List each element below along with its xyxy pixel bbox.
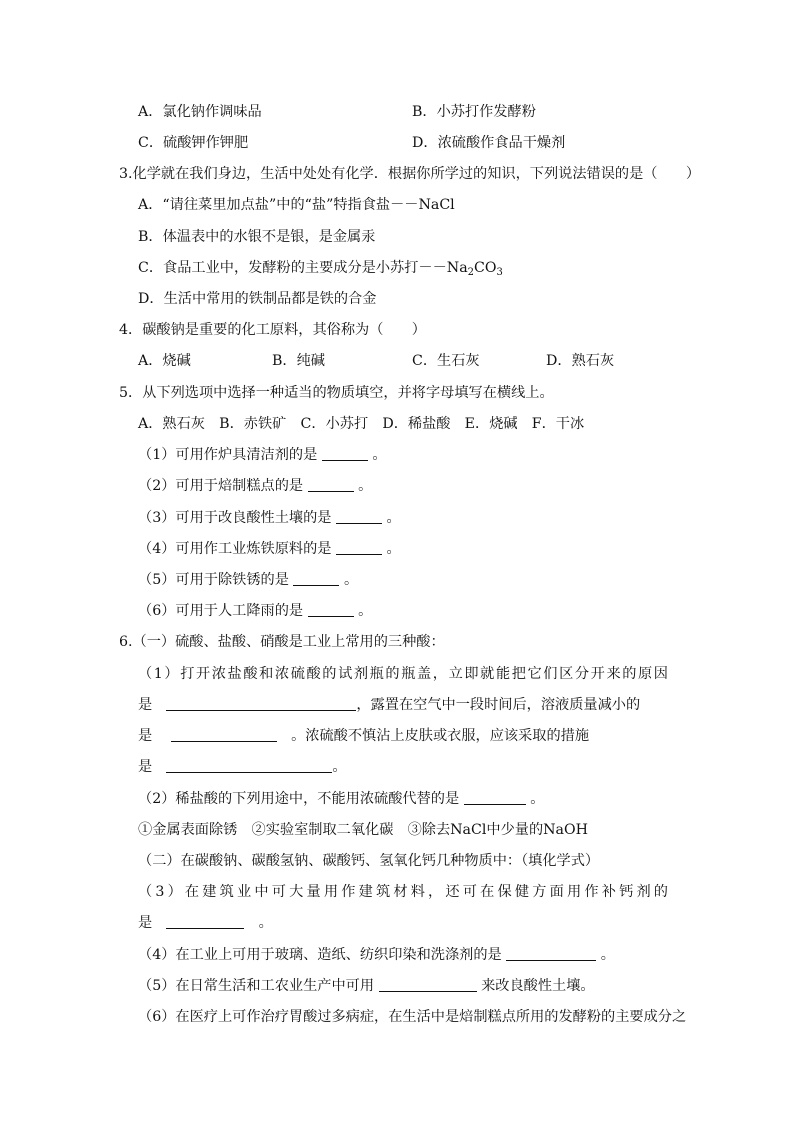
q6-s1-line3-label: 是 [138,728,153,744]
q6-part1-title: 6.（一）硫酸、盐酸、硝酸是工业上常用的三种酸： [119,634,445,650]
q3-option-b: B．体温表中的水银不是银，是金属汞 [138,229,376,245]
q5-item-4-end: 。 [386,541,401,557]
q6-s1-line2-label: 是 [138,697,153,713]
q5-item-1 [138,445,387,465]
q2-option-d: D．浓硫酸作食品干燥剂 [412,135,566,151]
q6-s5 [138,976,595,996]
q5-item-2-end: 。 [358,478,373,494]
q6-s2-text: （2）稀盐酸的下列用途中，不能用浓硫酸代替的是 [138,791,460,807]
q3-option-c-sub1: 2 [467,267,475,278]
q4-option-a: A．烧碱 [138,353,191,369]
q5-item-6-end: 。 [358,603,373,619]
q5-item-5 [138,570,358,590]
answer-blank[interactable] [336,540,382,555]
answer-blank[interactable] [308,602,354,617]
q5-item-2-text: （2）可用于焙制糕点的是 [138,478,304,494]
q6-s1-line4 [138,757,347,777]
q3-option-a: A．“请往菜里加点盐”中的“盐”特指食盐－－NaCl [138,197,455,213]
q6-s3-line1: （3）在建筑业中可大量用作建筑材料，还可在保健方面用作补钙剂的 [138,884,668,900]
q6-s1-line3 [138,726,589,746]
q4-option-c: C．生石灰 [412,353,480,369]
q6-s1-line4-end: 。 [332,759,347,775]
q6-s1-line4-label: 是 [138,759,153,775]
q5-item-1-end: 。 [372,447,387,463]
q4-option-b: B．纯碱 [272,353,325,369]
answer-blank[interactable] [379,977,477,992]
q5-item-4-text: （4）可用作工业炼铁原料的是 [138,541,332,557]
q6-s6: （6）在医疗上可作治疗胃酸过多病症，在生活中是焙制糕点所用的发酵粉的主要成分之 [138,1009,687,1025]
q6-s1-line1: （1）打开浓盐酸和浓硫酸的试剂瓶的瓶盖，立即就能把它们区分开来的原因 [138,666,668,682]
q5-stem: 5．从下列选项中选择一种适当的物质填空，并将字母填写在横线上。 [119,385,554,401]
q6-s2-options: ①金属表面除锈 ②实验室制取二氧化碳 ③除去NaCl中少量的NaOH [138,822,589,838]
q6-s3-line2-label: 是 [138,915,153,931]
answer-blank[interactable] [293,571,339,586]
q5-item-3-text: （3）可用于改良酸性土壤的是 [138,510,332,526]
q6-s5-text-b: 来改良酸性土壤。 [481,978,595,994]
q6-s2-end: 。 [530,791,545,807]
q5-item-5-text: （5）可用于除铁锈的是 [138,572,289,588]
q6-s3-line2-end: 。 [258,915,273,931]
answer-blank[interactable] [506,946,596,961]
q3-option-c-text: C．食品工业中，发酵粉的主要成分是小苏打－－Na [138,260,468,276]
q6-s1-line2 [138,695,640,715]
q2-option-b: B．小苏打作发酵粉 [412,104,536,120]
q5-item-2 [138,476,372,496]
q6-s1-line2-text: ，露置在空气中一段时间后，溶液质量减小的 [356,697,641,713]
answer-blank[interactable] [308,477,354,492]
q5-item-3 [138,508,401,528]
q5-item-6 [138,601,372,621]
answer-blank[interactable] [322,446,368,461]
q5-item-6-text: （6）可用于人工降雨的是 [138,603,304,619]
q3-option-c [138,258,503,278]
q3-option-c-sub2: 3 [496,267,503,278]
answer-blank[interactable] [171,727,277,742]
q6-s1-line3-text: 。浓硫酸不慎沾上皮肤或衣服，应该采取的措施 [291,728,590,744]
q5-item-4 [138,539,401,559]
q2-option-a: A．氯化钠作调味品 [138,104,262,120]
q6-s4-text: （4）在工业上可用于玻璃、造纸、纺织印染和洗涤剂的是 [138,947,502,963]
q4-option-d: D．熟石灰 [546,353,615,369]
q3-stem: 3.化学就在我们身边，生活中处处有化学．根据你所学过的知识，下列说法错误的是（ ） [119,166,701,182]
answer-blank[interactable] [464,790,526,805]
q6-s4-end: 。 [600,947,615,963]
q3-option-c-formula: CO [474,260,497,276]
q5-item-5-end: 。 [343,572,359,588]
answer-blank[interactable] [166,758,332,773]
q2-option-c: C．硫酸钾作钾肥 [138,135,249,151]
q5-item-1-text: （1）可用作炉具清洁剂的是 [138,447,318,463]
q5-options: A．熟石灰 B．赤铁矿 C．小苏打 D．稀盐酸 E．烧碱 F．干冰 [138,416,585,432]
q6-s4 [138,945,615,965]
q6-s3-line2 [138,913,273,933]
q6-part2-title: （二）在碳酸钠、碳酸氢钠、碳酸钙、氢氧化钙几种物质中：（填化学式） [138,853,600,869]
answer-blank[interactable] [166,696,356,711]
q6-s5-text-a: （5）在日常生活和工农业生产中可用 [138,978,375,994]
q3-option-d: D．生活中常用的铁制品都是铁的合金 [138,291,377,307]
answer-blank[interactable] [166,914,244,929]
answer-blank[interactable] [336,509,382,524]
q4-stem: 4．碳酸钠是重要的化工原料，其俗称为（ ） [119,322,426,338]
q5-item-3-end: 。 [386,510,401,526]
q6-s2 [138,789,544,809]
